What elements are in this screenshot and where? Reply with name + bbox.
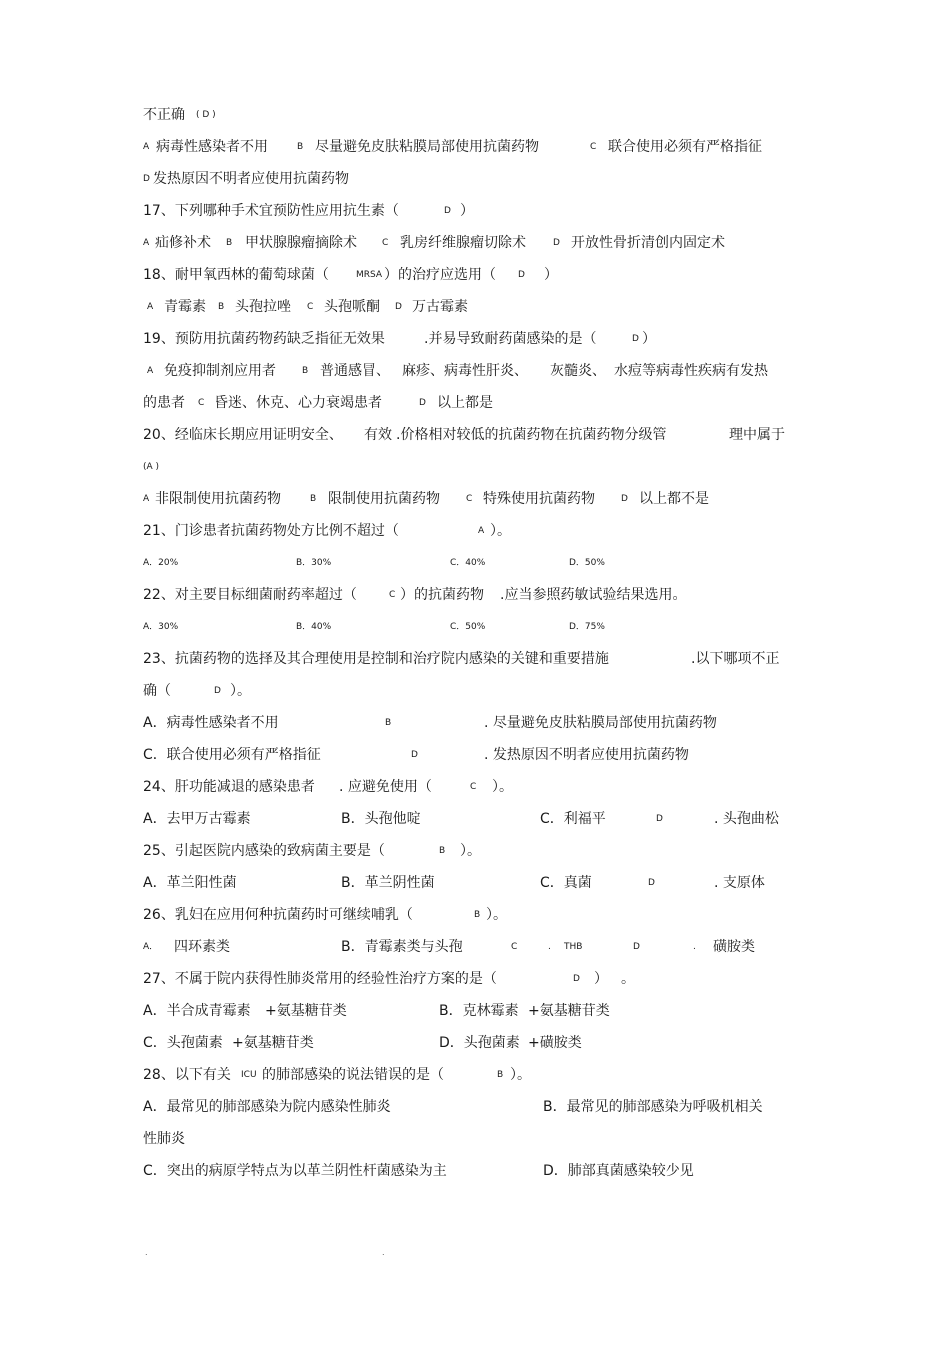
option-marker: A	[143, 142, 150, 152]
text-fragment: . 支原体	[714, 875, 765, 891]
text-fragment: 的患者	[143, 395, 185, 411]
text-fragment: 四环素类	[174, 939, 230, 955]
text-line	[0, 1033, 950, 1057]
text-line	[0, 1065, 950, 1089]
option-marker: C	[382, 238, 389, 248]
text-fragment: 24、肝功能减退的感染患者	[143, 779, 315, 795]
text-fragment: 以上都是	[437, 395, 493, 411]
text-fragment: 的肺部感染的说法错误的是（	[262, 1067, 444, 1083]
text-fragment: ）的抗菌药物	[400, 587, 484, 603]
option-marker: C	[590, 142, 597, 152]
option-marker: B	[302, 366, 309, 376]
text-fragment: C．头孢菌素	[143, 1035, 223, 1051]
footer-dot-left: .	[145, 1248, 148, 1257]
text-line	[0, 361, 950, 385]
text-fragment: 20、经临床长期应用证明安全、	[143, 427, 343, 443]
option-marker: A．30%	[143, 622, 179, 632]
text-line	[0, 233, 950, 257]
text-fragment: 17、下列哪种手术宜预防性应用抗生素（	[143, 203, 399, 219]
text-fragment: 灰髓炎、	[550, 363, 606, 379]
text-fragment: B．革兰阴性菌	[341, 875, 435, 891]
text-fragment: 19、预防用抗菌药物药缺乏指征无效果	[143, 331, 385, 347]
text-fragment: 乳房纤维腺瘤切除术	[400, 235, 526, 251]
text-fragment: C．突出的病原学特点为以革兰阴性杆菌感染为主	[143, 1163, 447, 1179]
option-marker: C．40%	[450, 558, 486, 568]
text-fragment: 非限制使用抗菌药物	[155, 491, 281, 507]
option-marker: C	[511, 942, 518, 952]
option-marker: .	[693, 942, 696, 952]
option-marker: C	[307, 302, 314, 312]
text-fragment: ）。	[490, 523, 511, 539]
text-fragment: A．最常见的肺部感染为院内感染性肺炎	[143, 1099, 391, 1115]
text-fragment: 21、门诊患者抗菌药物处方比例不超过（	[143, 523, 399, 539]
text-line	[0, 1129, 950, 1153]
text-fragment: 昏迷、休克、心力衰竭患者	[214, 395, 382, 411]
text-line	[0, 777, 950, 801]
option-marker: B	[218, 302, 225, 312]
text-fragment: ）	[642, 331, 656, 347]
text-fragment: A．革兰阳性菌	[143, 875, 237, 891]
text-fragment: A．病毒性感染者不用	[143, 715, 279, 731]
text-fragment: B．克林霉素	[439, 1003, 519, 1019]
text-fragment: ）。	[230, 683, 251, 699]
option-marker: D	[656, 814, 663, 824]
text-fragment: 疝修补术	[155, 235, 211, 251]
option-marker: D．75%	[569, 622, 605, 632]
text-fragment: 普通感冒、	[320, 363, 390, 379]
option-marker: D	[214, 686, 221, 696]
text-line	[0, 457, 950, 481]
text-fragment: B．头孢他啶	[341, 811, 421, 827]
text-fragment: ）	[594, 971, 608, 987]
text-fragment: C．利福平	[540, 811, 606, 827]
option-marker: B	[439, 846, 446, 856]
text-fragment: 25、引起医院内感染的致病菌主要是（	[143, 843, 385, 859]
text-fragment: ）。	[486, 907, 507, 923]
option-marker: MRSA	[356, 270, 383, 280]
text-fragment: ）的治疗应选用（	[384, 267, 496, 283]
text-fragment: 磺胺类	[713, 939, 755, 955]
text-line	[0, 553, 950, 577]
text-fragment: .价格相对较低的抗菌药物在抗菌药物分级管	[396, 427, 667, 443]
text-line	[0, 713, 950, 737]
text-line	[0, 969, 950, 993]
option-marker: A	[478, 526, 485, 536]
text-line	[0, 1161, 950, 1185]
text-fragment: . 发热原因不明者应使用抗菌药物	[484, 747, 689, 763]
text-line	[0, 329, 950, 353]
text-fragment: 不正确	[143, 107, 185, 123]
text-fragment: +磺胺类	[528, 1035, 582, 1051]
text-line	[0, 201, 950, 225]
text-fragment: D．头孢菌素	[439, 1035, 520, 1051]
text-fragment: 万古霉素	[412, 299, 468, 315]
option-marker: (A )	[143, 462, 160, 472]
text-fragment: C．真菌	[540, 875, 592, 891]
text-fragment: +氨基糖苷类	[528, 1003, 610, 1019]
text-fragment: .并易导致耐药菌感染的是（	[424, 331, 597, 347]
text-line	[0, 905, 950, 929]
option-marker: D	[573, 974, 580, 984]
text-fragment: 以上都不是	[639, 491, 709, 507]
option-marker: .	[548, 942, 551, 952]
option-marker: C	[466, 494, 473, 504]
option-marker: C	[470, 782, 477, 792]
text-fragment: 麻疹、病毒性肝炎、	[402, 363, 528, 379]
text-fragment: . 应避免使用（	[339, 779, 432, 795]
option-marker: D	[518, 270, 525, 280]
text-fragment: ）。	[510, 1067, 531, 1083]
text-fragment: 26、乳妇在应用何种抗菌药时可继续哺乳（	[143, 907, 413, 923]
text-fragment: B．最常见的肺部感染为呼吸机相关	[543, 1099, 763, 1115]
text-line	[0, 137, 950, 161]
text-line	[0, 809, 950, 833]
text-fragment: 18、耐甲氧西林的葡萄球菌（	[143, 267, 329, 283]
text-fragment: 病毒性感染者不用	[156, 139, 268, 155]
option-marker: ( D )	[196, 110, 216, 120]
text-fragment: A．半合成青霉素	[143, 1003, 251, 1019]
text-line	[0, 393, 950, 417]
text-line	[0, 745, 950, 769]
text-line	[0, 681, 950, 705]
option-marker: B	[310, 494, 317, 504]
text-fragment: B．青霉素类与头孢	[341, 939, 463, 955]
option-marker: D	[143, 174, 150, 184]
text-fragment: 开放性骨折清创内固定术	[571, 235, 725, 251]
text-fragment: ）。	[492, 779, 513, 795]
text-fragment: .以下哪项不正	[691, 651, 780, 667]
text-fragment: 有效	[364, 427, 392, 443]
text-fragment: 限制使用抗菌药物	[328, 491, 440, 507]
text-line	[0, 841, 950, 865]
text-fragment: 22、对主要目标细菌耐药率超过（	[143, 587, 357, 603]
text-fragment: 27、不属于院内获得性肺炎常用的经验性治疗方案的是（	[143, 971, 497, 987]
option-marker: D	[553, 238, 560, 248]
text-line	[0, 1097, 950, 1121]
option-marker: A．20%	[143, 558, 179, 568]
text-line	[0, 873, 950, 897]
text-fragment: 头孢拉唑	[235, 299, 291, 315]
option-marker: D．50%	[569, 558, 605, 568]
option-marker: A．	[143, 942, 159, 952]
text-fragment: 联合使用必须有严格指征	[608, 139, 762, 155]
text-fragment: 免疫抑制剂应用者	[164, 363, 276, 379]
option-marker: A	[143, 238, 150, 248]
text-line	[0, 521, 950, 545]
option-marker: D	[411, 750, 418, 760]
text-fragment: 尽量避免皮肤粘膜局部使用抗菌药物	[315, 139, 539, 155]
option-marker: B	[226, 238, 233, 248]
text-fragment: 青霉素	[164, 299, 206, 315]
text-fragment: 。	[621, 971, 635, 987]
option-marker: D	[632, 334, 639, 344]
option-marker: B	[474, 910, 481, 920]
option-marker: D	[419, 398, 426, 408]
text-line	[0, 1001, 950, 1025]
option-marker: A	[143, 494, 150, 504]
footer-dot-right: .	[382, 1248, 385, 1257]
option-marker: D	[633, 942, 640, 952]
text-fragment: +氨基糖苷类	[265, 1003, 347, 1019]
text-fragment: +氨基糖苷类	[232, 1035, 314, 1051]
text-fragment: 23、抗菌药物的选择及其合理使用是控制和治疗院内感染的关键和重要措施	[143, 651, 609, 667]
option-marker: C	[198, 398, 205, 408]
option-marker: D	[621, 494, 628, 504]
text-fragment: A．去甲万古霉素	[143, 811, 251, 827]
text-fragment: ）	[460, 203, 474, 219]
text-fragment: . 尽量避免皮肤粘膜局部使用抗菌药物	[484, 715, 717, 731]
text-line	[0, 937, 950, 961]
option-marker: ICU	[241, 1070, 257, 1080]
option-marker: B	[497, 1070, 504, 1080]
option-marker: C．50%	[450, 622, 486, 632]
text-fragment: 甲状腺腺瘤摘除术	[245, 235, 357, 251]
option-marker: B．30%	[296, 558, 332, 568]
text-line	[0, 489, 950, 513]
text-fragment: 发热原因不明者应使用抗菌药物	[153, 171, 349, 187]
option-marker: B	[297, 142, 304, 152]
text-fragment: D．肺部真菌感染较少见	[543, 1163, 694, 1179]
text-fragment: 理中属于	[729, 427, 785, 443]
option-marker: B．40%	[296, 622, 332, 632]
text-fragment: ）。	[460, 843, 481, 859]
text-line	[0, 105, 950, 129]
text-fragment: . 头孢曲松	[714, 811, 779, 827]
text-fragment: 性肺炎	[143, 1131, 185, 1147]
text-line	[0, 265, 950, 289]
option-marker: C	[389, 590, 396, 600]
text-line	[0, 297, 950, 321]
text-line	[0, 169, 950, 193]
text-fragment: .应当参照药敏试验结果选用。	[500, 587, 687, 603]
option-marker: D	[444, 206, 451, 216]
option-marker: THB	[564, 942, 583, 952]
text-line	[0, 649, 950, 673]
text-fragment: 头孢哌酮	[324, 299, 380, 315]
text-fragment: 确（	[143, 683, 171, 699]
text-fragment: 特殊使用抗菌药物	[483, 491, 595, 507]
text-fragment: C．联合使用必须有严格指征	[143, 747, 321, 763]
text-line	[0, 425, 950, 449]
text-fragment: ）	[544, 267, 558, 283]
option-marker: D	[395, 302, 402, 312]
text-line	[0, 617, 950, 641]
text-fragment: 28、以下有关	[143, 1067, 231, 1083]
text-line	[0, 585, 950, 609]
option-marker: B	[385, 718, 392, 728]
option-marker: D	[648, 878, 655, 888]
text-fragment: 水痘等病毒性疾病有发热	[614, 363, 768, 379]
option-marker: A	[147, 366, 154, 376]
option-marker: A	[147, 302, 154, 312]
